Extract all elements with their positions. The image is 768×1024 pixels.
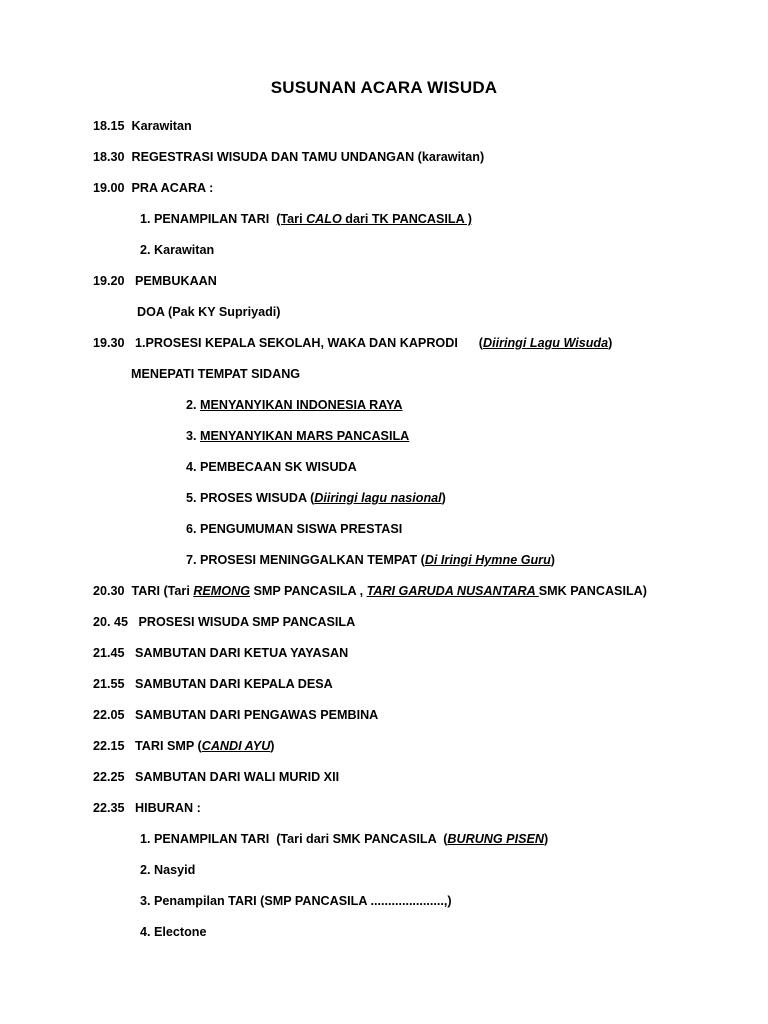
schedule-item-2215 bbox=[93, 738, 275, 754]
hiburan-item-3: 3. Penampilan TARI (SMP PANCASILA .....................,) bbox=[140, 894, 452, 908]
acara-item-4: 4. PEMBECAAN SK WISUDA bbox=[186, 460, 357, 474]
item-text: 22.15 TARI SMP ( bbox=[93, 739, 202, 753]
item-note: Di Iringi Hymne Guru bbox=[424, 553, 551, 567]
item-close: ) bbox=[441, 491, 446, 505]
item-note: Diiringi lagu nasional bbox=[314, 491, 442, 505]
dance-name: BURUNG PISEN bbox=[447, 832, 544, 846]
pra-acara-item-1 bbox=[140, 211, 472, 227]
item-text: MENYANYIKAN MARS PANCASILA bbox=[200, 429, 410, 443]
item-text: 20.30 TARI (Tari bbox=[93, 584, 194, 598]
acara-item-7 bbox=[186, 552, 555, 568]
detail-suffix: dari TK PANCASILA ) bbox=[341, 212, 472, 226]
dance-name: CALO bbox=[306, 212, 342, 226]
acara-item-3 bbox=[186, 428, 409, 444]
schedule-item-1900: 19.00 PRA ACARA : bbox=[93, 181, 214, 195]
dance-name: CANDI AYU bbox=[201, 739, 271, 753]
schedule-item-1830: 18.30 REGESTRASI WISUDA DAN TAMU UNDANGAN (karawitan) bbox=[93, 150, 485, 164]
pembukaan-doa: DOA (Pak KY Supriyadi) bbox=[137, 305, 281, 319]
hiburan-item-1 bbox=[140, 831, 548, 847]
document-title: SUSUNAN ACARA WISUDA bbox=[270, 78, 498, 97]
schedule-item-2205: 22.05 SAMBUTAN DARI PENGAWAS PEMBINA bbox=[93, 708, 379, 722]
schedule-item-2030 bbox=[93, 583, 647, 599]
item-note: Diiringi Lagu Wisuda bbox=[483, 336, 609, 350]
item-text: MENYANYIKAN INDONESIA RAYA bbox=[200, 398, 403, 412]
item-text-end: SMK PANCASILA) bbox=[538, 584, 647, 598]
schedule-item-2155: 21.55 SAMBUTAN DARI KEPALA DESA bbox=[93, 677, 333, 691]
item-number: 2. bbox=[186, 398, 201, 412]
item-text: 19.30 1.PROSESI KEPALA SEKOLAH, WAKA DAN KAPRODI ( bbox=[93, 336, 483, 350]
schedule-item-1920: 19.20 PEMBUKAAN bbox=[93, 274, 217, 288]
schedule-item-2225: 22.25 SAMBUTAN DARI WALI MURID XII bbox=[93, 770, 340, 784]
acara-item-2 bbox=[186, 397, 403, 413]
item-close: ) bbox=[270, 739, 275, 753]
item-close: ) bbox=[550, 553, 555, 567]
menepati-tempat: MENEPATI TEMPAT SIDANG bbox=[131, 367, 301, 381]
pra-acara-item-1-detail bbox=[276, 212, 472, 226]
item-text: 5. PROSES WISUDA ( bbox=[186, 491, 315, 505]
item-text-mid: SMP PANCASILA , bbox=[249, 584, 367, 598]
schedule-item-2045: 20. 45 PROSESI WISUDA SMP PANCASILA bbox=[93, 615, 356, 629]
schedule-item-1815: 18.15 Karawitan bbox=[93, 119, 192, 133]
acara-item-6: 6. PENGUMUMAN SISWA PRESTASI bbox=[186, 522, 403, 536]
schedule-item-1930 bbox=[93, 335, 612, 351]
acara-item-5 bbox=[186, 490, 446, 506]
dance-name-remong: REMONG bbox=[193, 584, 250, 598]
item-close: ) bbox=[543, 832, 549, 846]
detail-prefix: (Tari bbox=[276, 212, 307, 226]
schedule-item-2145: 21.45 SAMBUTAN DARI KETUA YAYASAN bbox=[93, 646, 349, 660]
schedule-item-2235: 22.35 HIBURAN : bbox=[93, 801, 201, 815]
dance-name-garuda: TARI GARUDA NUSANTARA bbox=[366, 584, 539, 598]
item-number: 3. bbox=[186, 429, 201, 443]
item-close: ) bbox=[608, 336, 613, 350]
item-text: 7. PROSESI MENINGGALKAN TEMPAT ( bbox=[186, 553, 425, 567]
pra-acara-item-2: 2. Karawitan bbox=[140, 243, 215, 257]
pra-acara-item-1-label: 1. PENAMPILAN TARI bbox=[140, 212, 277, 226]
hiburan-item-2: 2. Nasyid bbox=[140, 863, 196, 877]
item-text: 1. PENAMPILAN TARI (Tari dari SMK PANCASILA ( bbox=[140, 832, 448, 846]
hiburan-item-4: 4. Electone bbox=[140, 925, 207, 939]
